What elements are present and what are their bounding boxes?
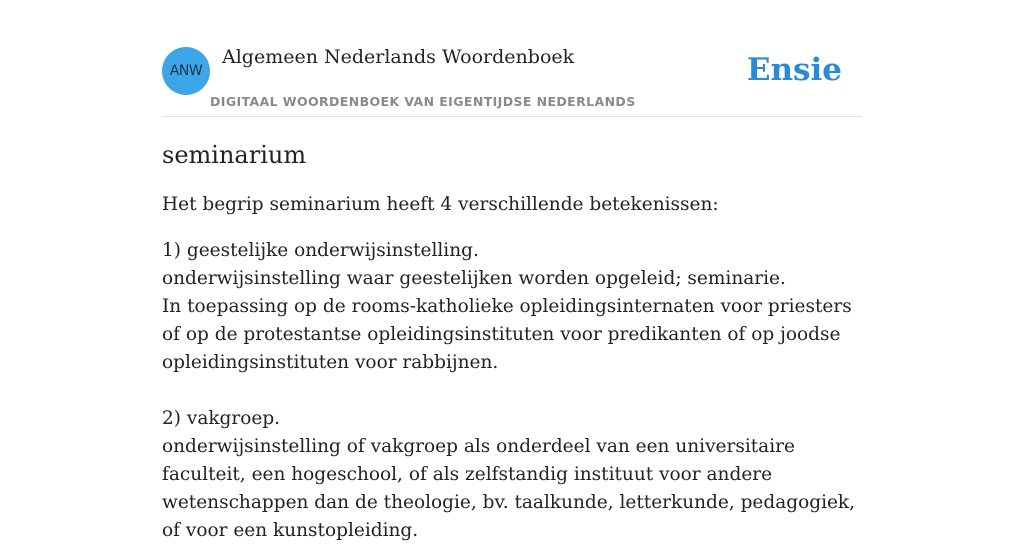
meaning-heading: 2) vakgroep. <box>162 408 281 429</box>
meaning-note: In toepassing op de rooms-katholieke opleidingsinternaten voor priesters of op de protestantse opleidingsinstituten voor predikanten of op joodse opleidingsinstituten voor rabbijnen. <box>162 296 852 373</box>
meaning-definition: onderwijsinstelling waar geestelijken worden opgeleid; seminarie. <box>162 268 786 289</box>
meaning-1 <box>162 237 862 377</box>
site-title[interactable]: Algemeen Nederlands Woordenboek <box>222 46 575 68</box>
site-subtitle: DIGITAAL WOORDENBOEK VAN EIGENTIJDSE NEDERLANDS <box>210 94 636 109</box>
page-title: seminarium <box>162 141 307 169</box>
meaning-2 <box>162 405 862 545</box>
entry-intro: Het begrip seminarium heeft 4 verschillende betekenissen: <box>162 194 719 215</box>
anw-logo[interactable]: ANW <box>162 47 210 95</box>
meaning-definition: onderwijsinstelling of vakgroep als onderdeel van een universitaire faculteit, een hogeschool, of als zelfstandig instituut voor andere wetenschappen dan de theologie, bv. taalkunde, letterkunde, pedagogiek, of voor een kunstopleiding. <box>162 436 856 541</box>
ensie-brand-logo[interactable]: Ensie <box>746 52 842 88</box>
meaning-heading: 1) geestelijke onderwijsinstelling. <box>162 240 479 261</box>
site-header <box>162 0 862 117</box>
page-container <box>162 0 862 545</box>
